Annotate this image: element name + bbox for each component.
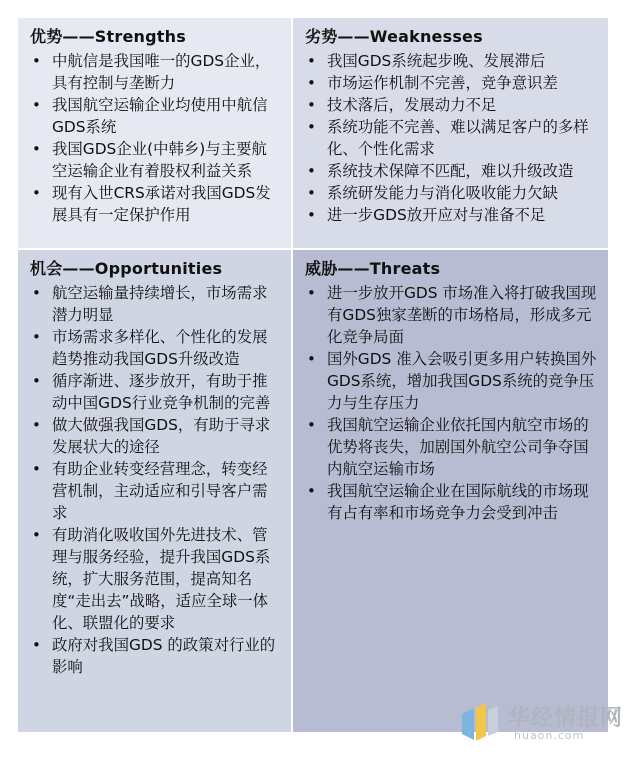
list-item: • 国外GDS 准入会吸引更多用户转换国外GDS系统，增加我国GDS系统的竞争压力与生存压力: [305, 348, 598, 414]
watermark-name: 华经情报网: [508, 706, 624, 731]
strengths-quadrant: [18, 18, 293, 250]
list-item: • 系统功能不完善、难以满足客户的多样化、个性化需求: [305, 116, 598, 160]
watermark-site: huaon.com: [514, 729, 585, 742]
list-item: • 我国GDS企业(中韩乡)与主要航空运输企业有着股权利益关系: [30, 138, 281, 182]
list-item: • 系统技术保障不匹配，难以升级改造: [305, 160, 598, 182]
list-item: • 有助消化吸收国外先进技术、管理与服务经验，提升我国GDS系统，扩大服务范围，提高知名度“走出去”战略，适应全球一体化、联盟化的要求: [30, 524, 281, 634]
opportunities-list: [30, 282, 281, 678]
weaknesses-list: [305, 50, 598, 226]
list-item: • 循序渐进、逐步放开，有助于推动中国GDS行业竞争机制的完善: [30, 370, 281, 414]
opportunities-title: 机会——Opportunities: [30, 259, 223, 278]
list-item: • 我国航空运输企业均使用中航信GDS系统: [30, 94, 281, 138]
weaknesses-title: 劣势——Weaknesses: [305, 27, 483, 46]
list-item: • 我国航空运输企业在国际航线的市场现有占有率和市场竞争力会受到冲击: [305, 480, 598, 524]
threats-quadrant: [293, 250, 608, 732]
list-item: • 进一步放开GDS 市场准入将打破我国现有GDS独家垄断的市场格局，形成多元化竞争局面: [305, 282, 598, 348]
weaknesses-quadrant: [293, 18, 608, 250]
list-item: • 进一步GDS放开应对与准备不足: [305, 204, 598, 226]
list-item: • 我国航空运输企业依托国内航空市场的优势将丧失，加剧国外航空公司争夺国内航空运输市场: [305, 414, 598, 480]
list-item: • 技术落后，发展动力不足: [305, 94, 598, 116]
list-item: • 现有入世CRS承诺对我国GDS发展具有一定保护作用: [30, 182, 281, 226]
list-item: • 航空运输量持续增长，市场需求潜力明显: [30, 282, 281, 326]
list-item: • 中航信是我国唯一的GDS企业，具有控制与垄断力: [30, 50, 281, 94]
list-item: • 我国GDS系统起步晚、发展滞后: [305, 50, 598, 72]
list-item: • 系统研发能力与消化吸收能力欠缺: [305, 182, 598, 204]
watermark: [458, 700, 628, 748]
strengths-list: [30, 50, 281, 226]
threats-list: [305, 282, 598, 524]
list-item: • 市场需求多样化、个性化的发展趋势推动我国GDS升级改造: [30, 326, 281, 370]
threats-title: 威胁——Threats: [305, 259, 441, 278]
list-item: • 政府对我国GDS 的政策对行业的影响: [30, 634, 281, 678]
huajing-logo-icon: [458, 700, 502, 744]
strengths-title: 优势——Strengths: [30, 27, 186, 46]
list-item: • 有助企业转变经营理念，转变经营机制，主动适应和引导客户需求: [30, 458, 281, 524]
swot-table: [18, 18, 608, 732]
opportunities-quadrant: [18, 250, 293, 732]
list-item: • 做大做强我国GDS，有助于寻求发展状大的途径: [30, 414, 281, 458]
list-item: • 市场运作机制不完善，竞争意识差: [305, 72, 598, 94]
